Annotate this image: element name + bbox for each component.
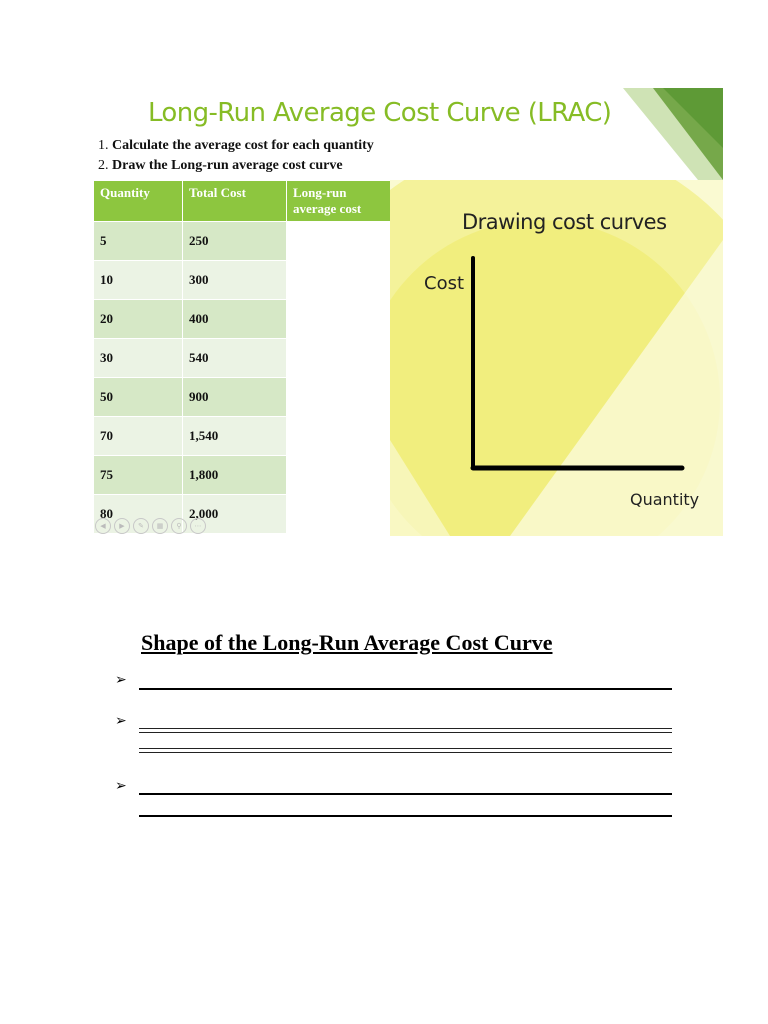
instruction-number: 2. (98, 158, 109, 173)
table-row (94, 261, 392, 300)
cost-table (93, 180, 392, 534)
bullet-arrow-icon: ➢ (115, 778, 127, 794)
answer-line-2a[interactable] (139, 728, 672, 729)
lrac-slide (93, 88, 723, 536)
table-row (94, 222, 392, 261)
instruction-text: Draw the Long-run average cost curve (112, 158, 343, 173)
average-cost-cell (287, 261, 392, 300)
average-cost-cell (287, 339, 392, 378)
total-cost-cell: 250 (183, 222, 287, 261)
y-axis-label: Cost (424, 273, 465, 294)
instruction-1 (98, 136, 374, 156)
instruction-text: Calculate the average cost for each quantity (112, 138, 374, 153)
average-cost-cell (287, 417, 392, 456)
answer-line-1[interactable] (139, 688, 672, 690)
quantity-cell: 20 (94, 300, 183, 339)
more-icon[interactable]: ⋯ (190, 518, 206, 534)
quantity-cell: 5 (94, 222, 183, 261)
answer-line-3a[interactable] (139, 793, 672, 795)
instructions-list (98, 136, 374, 176)
average-cost-cell (287, 378, 392, 417)
total-cost-cell: 540 (183, 339, 287, 378)
quantity-cell: 70 (94, 417, 183, 456)
total-cost-cell: 300 (183, 261, 287, 300)
next-icon[interactable]: ▶ (114, 518, 130, 534)
table-row (94, 378, 392, 417)
instruction-number: 1. (98, 138, 109, 153)
header-quantity: Quantity (94, 181, 183, 222)
bullet-arrow-icon: ➢ (115, 672, 127, 688)
drawing-title: Drawing cost curves (462, 210, 667, 234)
table-row (94, 456, 392, 495)
average-cost-cell (287, 300, 392, 339)
header-long-run-average-cost: Long-run average cost (287, 181, 392, 222)
slide-corner-decoration (623, 88, 723, 180)
header-total-cost: Total Cost (183, 181, 287, 222)
quantity-cell: 10 (94, 261, 183, 300)
quantity-cell: 30 (94, 339, 183, 378)
x-axis-label: Quantity (630, 490, 700, 509)
total-cost-cell: 2,000 (183, 495, 287, 534)
average-cost-cell (287, 456, 392, 495)
answer-line-2b-double (139, 752, 672, 753)
total-cost-cell: 1,540 (183, 417, 287, 456)
table-row (94, 300, 392, 339)
table-header-row (94, 181, 392, 222)
average-cost-cell (287, 222, 392, 261)
total-cost-cell: 400 (183, 300, 287, 339)
zoom-icon[interactable]: ⚲ (171, 518, 187, 534)
quantity-cell: 50 (94, 378, 183, 417)
slides-icon[interactable]: ▦ (152, 518, 168, 534)
slideshow-controls (95, 518, 206, 534)
answer-line-3b[interactable] (139, 815, 672, 817)
pen-icon[interactable]: ✎ (133, 518, 149, 534)
total-cost-cell: 900 (183, 378, 287, 417)
slide-title: Long-Run Average Cost Curve (LRAC) (148, 98, 612, 128)
table-row (94, 339, 392, 378)
total-cost-cell: 1,800 (183, 456, 287, 495)
answer-line-2a-double (139, 732, 672, 733)
average-cost-cell (287, 495, 392, 534)
answer-line-2b[interactable] (139, 748, 672, 749)
previous-icon[interactable]: ◀ (95, 518, 111, 534)
table-row (94, 417, 392, 456)
quantity-cell: 80 (94, 495, 183, 534)
quantity-cell: 75 (94, 456, 183, 495)
instruction-2 (98, 156, 374, 176)
drawing-cost-curves-panel (390, 180, 723, 536)
worksheet-heading: Shape of the Long-Run Average Cost Curve (141, 630, 553, 655)
bullet-arrow-icon: ➢ (115, 713, 127, 729)
